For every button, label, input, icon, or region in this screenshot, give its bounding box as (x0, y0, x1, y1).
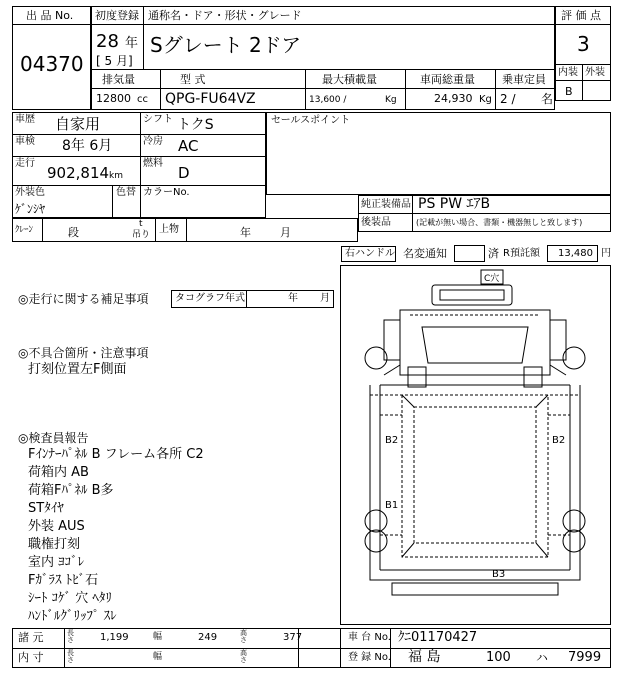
mount-label: 上物 (159, 224, 179, 235)
tacho-year: 年 (288, 293, 298, 304)
dims-label: 諸 元 (18, 631, 44, 644)
wheel-rear-left-1 (365, 510, 387, 532)
b3-label: B3 (492, 569, 506, 580)
shift-label: シフト (143, 114, 173, 125)
fuel-label: 燃料 (143, 158, 163, 169)
inspector-line: ｼｰﾄ ｺｹﾞ 穴 ﾍﾀﾘ (28, 591, 112, 606)
first-reg-label: 初度登録 (95, 9, 139, 22)
defect-title: ◎不具合箇所・注意事項 (18, 346, 149, 360)
mileage-label: 走行 (15, 158, 35, 169)
driving-notes-title: ◎走行に関する補足事項 (18, 292, 149, 306)
max-load-label: 最大積載量 (322, 73, 377, 86)
capacity-label: 乗車定員 (502, 73, 546, 86)
max-load-unit: Kg (385, 95, 397, 105)
length-label: 長さ (67, 629, 74, 645)
score-label: 評 価 点 (561, 9, 601, 22)
rhd-label: 右ハンドル (345, 248, 395, 259)
inspector-line: 荷箱内 AB (28, 465, 89, 480)
gross-weight-label: 車両総重量 (420, 73, 475, 86)
max-load-value: 13,600 / (309, 95, 347, 105)
color-change-label: 色替 (116, 187, 136, 198)
recycle-fee-value: 13,480 (558, 248, 593, 259)
inspector-line: Fｶﾞﾗｽ ﾄﾋﾞ石 (28, 573, 99, 588)
b1-label: B1 (385, 500, 399, 511)
name-change-box (454, 245, 485, 262)
tacho-month: 月 (320, 293, 330, 304)
capacity-value: 2 / (500, 92, 516, 106)
reg-place: 福 島 (408, 649, 441, 665)
inspector-line: ﾊﾝﾄﾞﾙｸﾞﾘｯﾌﾟ ｽﾚ (28, 609, 117, 624)
inspector-line: 荷箱Fﾊﾟﾈﾙ B多 (28, 483, 114, 498)
wheel-rear-right-2 (563, 530, 585, 552)
yen-label: 円 (601, 248, 611, 259)
inspection-label: 車検 (15, 136, 35, 147)
b2-left-label: B2 (385, 435, 399, 446)
inspector-line: 職権打刻 (28, 537, 81, 552)
model-code: QPG-FU64VZ (165, 91, 256, 107)
equipment-value: PS PW ｴｱB (418, 196, 491, 212)
inner-width-label: 幅 (153, 652, 163, 662)
height-value: 377 (283, 632, 303, 643)
crane-stage: 段 (68, 226, 79, 239)
history-label: 車歴 (15, 114, 35, 125)
reg-kana: ハ (536, 651, 549, 665)
chassis-label: 車 台 No. (348, 632, 391, 643)
windshield (422, 327, 528, 363)
c-hole-label: C穴 (484, 274, 500, 284)
inspection-value: 8年 6月 (62, 138, 113, 154)
crane-hang: 吊り (132, 230, 151, 240)
color-value: ｹﾞﾝｼﾔ (15, 202, 46, 216)
mileage-unit: km (109, 171, 123, 181)
ac-value: AC (178, 137, 199, 155)
crane-label: ｸﾚｰﾝ (15, 225, 34, 235)
inner-height-label: 高さ (240, 649, 247, 665)
equipment-label: 純正装備品 (361, 199, 411, 210)
reg-no-label: 登 録 No. (348, 652, 391, 663)
name-change-label: 名変通知 (403, 247, 447, 260)
crane-ton: t (139, 219, 143, 229)
displacement-label: 排気量 (102, 73, 135, 86)
color-label: 外装色 (15, 187, 45, 198)
exterior-label: 外装 (585, 67, 605, 78)
tacho-label: タコグラフ年式 (175, 293, 245, 304)
wheel-rear-left-2 (365, 530, 387, 552)
inspector-line: 外装 AUS (28, 519, 85, 534)
name-label: 通称名・ドア・形状・グレード (148, 9, 302, 22)
shift-value: トクS (177, 117, 214, 133)
inspector-title: ◎検査員報告 (18, 431, 89, 445)
width-value: 249 (198, 632, 218, 643)
displacement-unit: cc (137, 94, 148, 105)
displacement-value: 12800 (96, 92, 131, 105)
inner-length-label: 長さ (67, 649, 74, 665)
chassis-number: ｸﾆ01170427 (398, 630, 478, 645)
inner-dims-label: 内 寸 (18, 651, 44, 664)
aftermarket-label: 後装品 (361, 217, 391, 228)
rear-gate (392, 583, 558, 595)
wheel-rear-right-1 (563, 510, 585, 532)
width-label: 幅 (153, 632, 163, 642)
interior-grade: B (565, 85, 573, 98)
model-code-label: 型 式 (180, 73, 206, 86)
aftermarket-note: (記載が無い場合、書類・機器無しと致します) (416, 218, 583, 227)
inspector-line: STﾀｲﾔ (28, 501, 64, 516)
mount-month: 月 (280, 226, 291, 239)
inspector-line: 室内 ﾖｺﾞﾚ (28, 555, 85, 570)
defect-line: 打刻位置左F側面 (28, 362, 127, 377)
reg-year: 28 (96, 31, 119, 52)
lot-number: 04370 (20, 52, 84, 76)
truck-diagram (340, 265, 611, 625)
reg-number: 7999 (568, 650, 602, 665)
gross-weight-value: 24,930 (434, 92, 473, 105)
history-value: 自家用 (55, 115, 101, 133)
sales-point-label: セールスポイント (271, 115, 351, 126)
cab-roof (432, 285, 512, 305)
fuel-value: D (178, 164, 190, 182)
cab-body (400, 310, 550, 375)
b2-right-label: B2 (552, 435, 566, 446)
lot-no-label: 出 品 No. (26, 9, 74, 22)
height-label: 高さ (240, 629, 247, 645)
ac-label: 冷房 (143, 136, 163, 147)
capacity-unit: 名 (541, 92, 554, 106)
reg-class: 100 (486, 650, 511, 665)
reg-month: [ 5 月] (96, 54, 133, 68)
length-value: 1,199 (100, 632, 129, 643)
mount-year: 年 (240, 226, 251, 239)
recycle-label: 済 (488, 247, 499, 260)
reg-year-unit: 年 (125, 36, 139, 51)
crane-row (12, 218, 358, 242)
score-value: 3 (577, 32, 590, 56)
cargo-floor (402, 395, 548, 557)
recycle-fee-label: R預託額 (503, 248, 540, 259)
mileage-value: 902,814 (47, 164, 110, 182)
interior-label: 内装 (558, 67, 578, 78)
gross-weight-unit: Kg (479, 94, 492, 105)
color-no-label: カラーNo. (143, 187, 190, 198)
inspector-line: Fｲﾝﾅｰﾊﾟﾈﾙ B フレーム各所 C2 (28, 447, 204, 462)
model-name: Sグレート 2ドア (150, 33, 302, 57)
